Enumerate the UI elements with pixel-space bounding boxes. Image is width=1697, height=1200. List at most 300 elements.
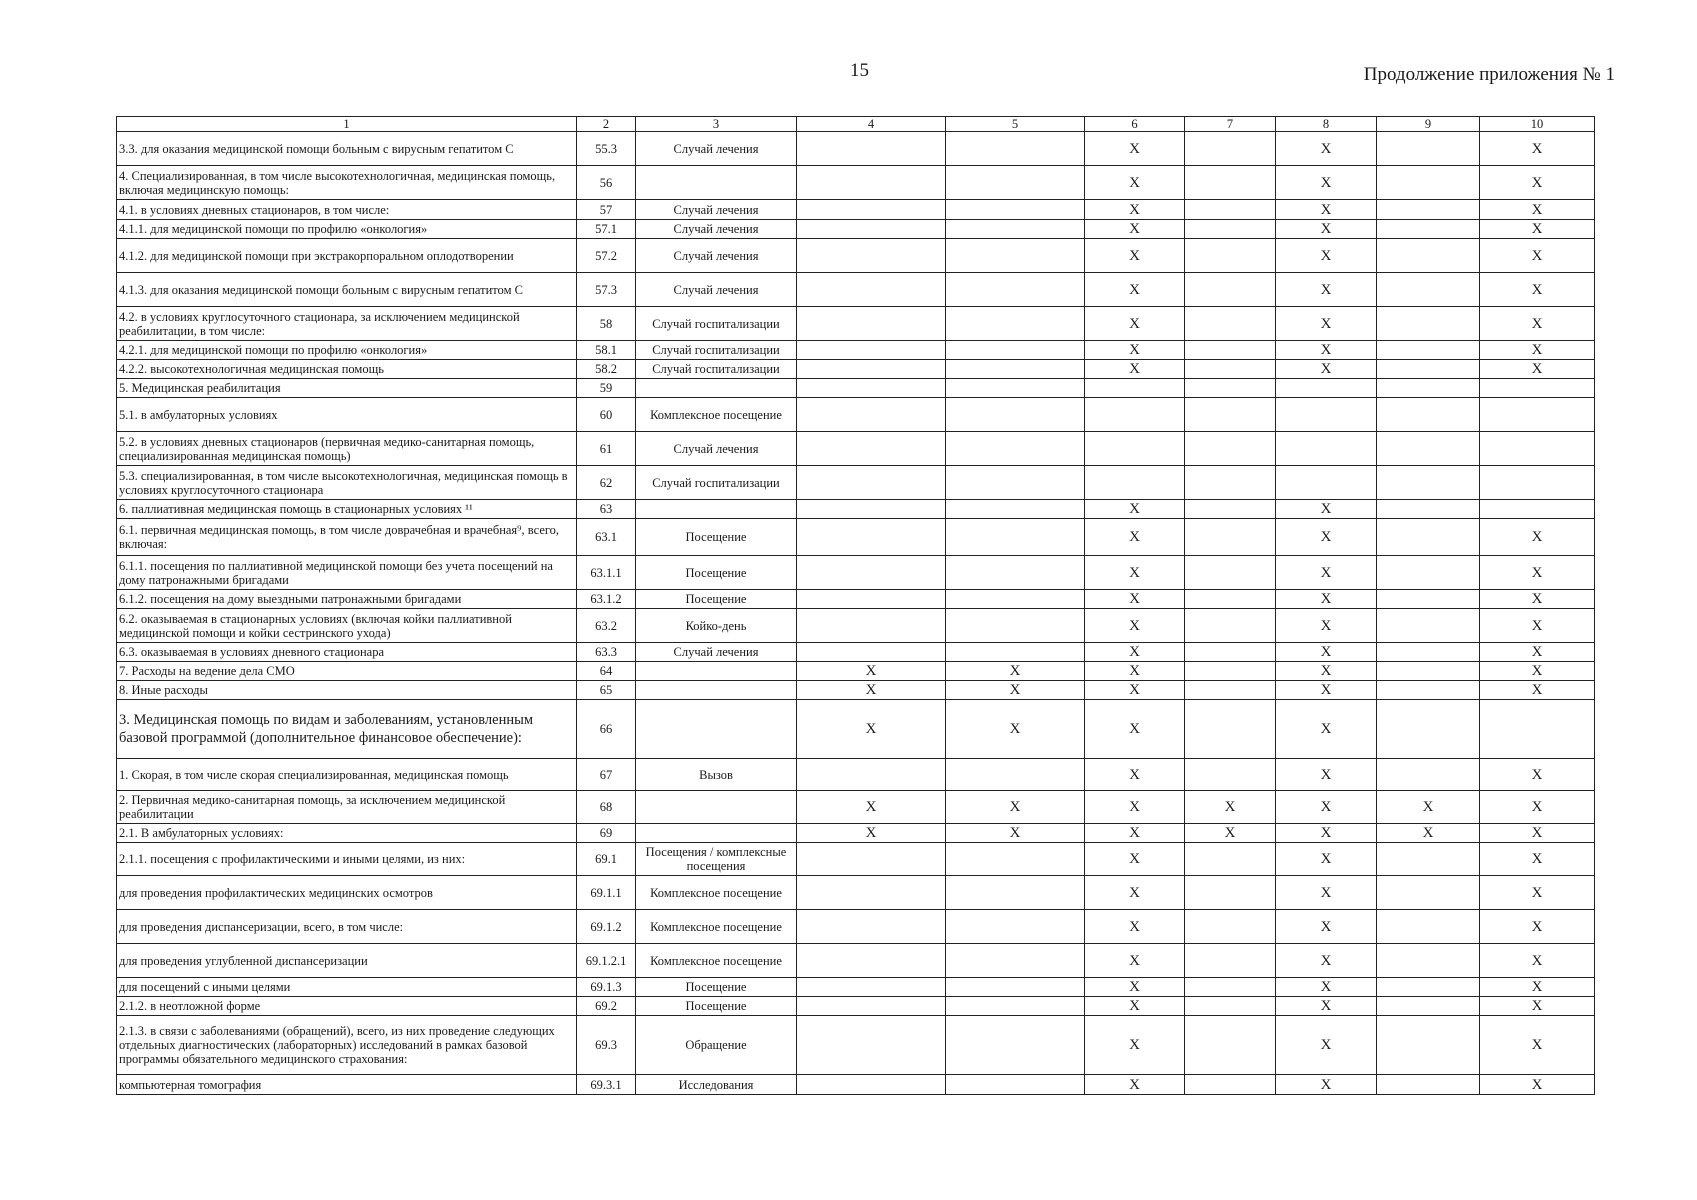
row-code: 57 [577,200,636,220]
cell-c7 [1185,910,1276,944]
table-row [117,556,1595,590]
row-code: 57.2 [577,239,636,273]
cell-c4 [797,519,946,556]
cell-c10: X [1480,824,1595,843]
cell-c5 [946,200,1085,220]
cell-c4 [797,379,946,398]
row-code: 67 [577,759,636,791]
row-unit: Обращение [636,1016,797,1075]
cell-c5 [946,220,1085,239]
cell-c7 [1185,466,1276,500]
cell-c7 [1185,273,1276,307]
cell-c5 [946,166,1085,200]
row-name: 4.2. в условиях круглосуточного стационара, за исключением медицинской реабилитации, в том числе: [117,307,577,341]
table-row [117,1016,1595,1075]
cell-c10: X [1480,132,1595,166]
row-name: 6. паллиативная медицинская помощь в стационарных условиях ¹¹ [117,500,577,519]
cell-c5 [946,643,1085,662]
cell-c5: X [946,824,1085,843]
row-code: 63 [577,500,636,519]
row-code: 62 [577,466,636,500]
row-name: 4.1.3. для оказания медицинской помощи больным с вирусным гепатитом С [117,273,577,307]
cell-c10: X [1480,1016,1595,1075]
row-unit: Случай госпитализации [636,341,797,360]
row-name: 5. Медицинская реабилитация [117,379,577,398]
cell-c9 [1377,273,1480,307]
row-unit: Посещение [636,978,797,997]
col-header: 8 [1276,117,1377,132]
table-row [117,466,1595,500]
cell-c10: X [1480,273,1595,307]
cell-c4 [797,341,946,360]
cell-c5: X [946,681,1085,700]
cell-c9 [1377,341,1480,360]
cell-c10 [1480,500,1595,519]
cell-c9 [1377,662,1480,681]
cell-c10 [1480,700,1595,759]
row-name: 3.3. для оказания медицинской помощи больным с вирусным гепатитом С [117,132,577,166]
table-row [117,239,1595,273]
cell-c6 [1085,466,1185,500]
row-name: 6.3. оказываемая в условиях дневного стационара [117,643,577,662]
cell-c8: X [1276,166,1377,200]
cell-c10 [1480,466,1595,500]
row-unit: Случай лечения [636,239,797,273]
cell-c6: X [1085,220,1185,239]
cell-c6 [1085,379,1185,398]
cell-c8: X [1276,500,1377,519]
cell-c4 [797,643,946,662]
row-unit: Случай госпитализации [636,307,797,341]
cell-c5 [946,590,1085,609]
cell-c10: X [1480,910,1595,944]
table-row [117,978,1595,997]
header-row [117,117,1595,132]
cell-c8 [1276,398,1377,432]
cell-c7 [1185,759,1276,791]
cell-c5 [946,759,1085,791]
cell-c8: X [1276,824,1377,843]
cell-c6: X [1085,700,1185,759]
cell-c4 [797,200,946,220]
row-unit: Случай лечения [636,643,797,662]
cell-c6: X [1085,662,1185,681]
cell-c10: X [1480,556,1595,590]
row-name: 2.1.3. в связи с заболеваниями (обращений), всего, из них проведение следующих отдельных диагностических (лабораторных) исследований в рамках базовой программы обязательного медицинского страхования: [117,1016,577,1075]
table-row [117,379,1595,398]
table-row [117,519,1595,556]
table-row [117,910,1595,944]
row-name: 5.2. в условиях дневных стационаров (первичная медико-санитарная помощь, специализированная медицинская помощь) [117,432,577,466]
row-code: 55.3 [577,132,636,166]
row-code: 63.3 [577,643,636,662]
cell-c8: X [1276,307,1377,341]
cell-c9 [1377,876,1480,910]
row-name: компьютерная томография [117,1075,577,1095]
cell-c10 [1480,379,1595,398]
cell-c5 [946,360,1085,379]
row-unit: Случай госпитализации [636,360,797,379]
cell-c7 [1185,379,1276,398]
cell-c10: X [1480,643,1595,662]
cell-c4 [797,910,946,944]
row-code: 69.1.2 [577,910,636,944]
cell-c8: X [1276,1075,1377,1095]
cell-c4 [797,220,946,239]
row-name: для проведения углубленной диспансеризации [117,944,577,978]
row-code: 58.2 [577,360,636,379]
table-row [117,200,1595,220]
cell-c6: X [1085,609,1185,643]
cell-c7 [1185,239,1276,273]
row-code: 69.1.3 [577,978,636,997]
row-code: 59 [577,379,636,398]
cell-c5 [946,341,1085,360]
row-name: 1. Скорая, в том числе скорая специализированная, медицинская помощь [117,759,577,791]
cell-c8: X [1276,239,1377,273]
cell-c10: X [1480,978,1595,997]
row-name: 8. Иные расходы [117,681,577,700]
row-code: 63.1.2 [577,590,636,609]
row-unit: Комплексное посещение [636,910,797,944]
cell-c10 [1480,398,1595,432]
cell-c5: X [946,662,1085,681]
row-unit: Случай лечения [636,432,797,466]
cell-c4 [797,609,946,643]
cell-c4 [797,556,946,590]
cell-c10: X [1480,200,1595,220]
table-row [117,273,1595,307]
cell-c5 [946,944,1085,978]
cell-c6: X [1085,341,1185,360]
cell-c9 [1377,681,1480,700]
cell-c4: X [797,791,946,824]
cell-c8: X [1276,910,1377,944]
cell-c6: X [1085,910,1185,944]
cell-c8: X [1276,843,1377,876]
row-unit: Посещение [636,997,797,1016]
continuation-header: Продолжение приложения № 1 [1363,64,1615,85]
cell-c6: X [1085,556,1185,590]
col-header: 9 [1377,117,1480,132]
cell-c4 [797,360,946,379]
cell-c8: X [1276,519,1377,556]
cell-c9 [1377,590,1480,609]
row-unit [636,500,797,519]
cell-c7 [1185,681,1276,700]
cell-c8 [1276,432,1377,466]
cell-c9 [1377,556,1480,590]
cell-c8: X [1276,220,1377,239]
cell-c6: X [1085,132,1185,166]
col-header: 4 [797,117,946,132]
cell-c10: X [1480,662,1595,681]
cell-c5: X [946,700,1085,759]
row-name: 5.3. специализированная, в том числе высокотехнологичная, медицинская помощь в условиях круглосуточного стационара [117,466,577,500]
row-name: 7. Расходы на ведение дела СМО [117,662,577,681]
cell-c4 [797,307,946,341]
row-name: 6.1. первичная медицинская помощь, в том числе доврачебная и врачебная⁹, всего, включая: [117,519,577,556]
row-code: 57.1 [577,220,636,239]
cell-c8: X [1276,944,1377,978]
cell-c5 [946,307,1085,341]
cell-c9 [1377,609,1480,643]
cell-c4 [797,590,946,609]
cell-c5 [946,273,1085,307]
cell-c6: X [1085,843,1185,876]
cell-c7 [1185,398,1276,432]
cell-c8: X [1276,556,1377,590]
row-code: 63.1 [577,519,636,556]
cell-c7 [1185,166,1276,200]
cell-c7 [1185,944,1276,978]
cell-c10: X [1480,609,1595,643]
cell-c8: X [1276,643,1377,662]
row-unit: Комплексное посещение [636,876,797,910]
col-header: 3 [636,117,797,132]
cell-c9 [1377,132,1480,166]
cell-c7 [1185,360,1276,379]
cell-c8: X [1276,791,1377,824]
cell-c5 [946,519,1085,556]
cell-c7 [1185,700,1276,759]
row-name: 6.1.1. посещения по паллиативной медицинской помощи без учета посещений на дому патронажными бригадами [117,556,577,590]
cell-c6: X [1085,944,1185,978]
cell-c8: X [1276,609,1377,643]
row-unit [636,681,797,700]
cell-c6: X [1085,500,1185,519]
cell-c9 [1377,466,1480,500]
row-name: 6.2. оказываемая в стационарных условиях (включая койки паллиативной медицинской помощи и койки сестринского ухода) [117,609,577,643]
row-unit [636,700,797,759]
cell-c5 [946,556,1085,590]
cell-c7 [1185,341,1276,360]
cell-c9 [1377,997,1480,1016]
row-unit: Случай лечения [636,132,797,166]
cell-c4 [797,466,946,500]
row-name: 4.2.1. для медицинской помощи по профилю «онкология» [117,341,577,360]
row-code: 66 [577,700,636,759]
row-unit: Случай лечения [636,200,797,220]
cell-c4 [797,500,946,519]
cell-c9: X [1377,791,1480,824]
row-unit [636,166,797,200]
row-code: 69.2 [577,997,636,1016]
row-code: 58.1 [577,341,636,360]
cell-c8: X [1276,132,1377,166]
cell-c8 [1276,466,1377,500]
cell-c6: X [1085,978,1185,997]
cell-c7 [1185,643,1276,662]
row-name: 4.1.1. для медицинской помощи по профилю «онкология» [117,220,577,239]
row-unit [636,791,797,824]
cell-c10: X [1480,843,1595,876]
cell-c10: X [1480,307,1595,341]
cell-c7: X [1185,824,1276,843]
cell-c7 [1185,432,1276,466]
table-row [117,432,1595,466]
table-row [117,166,1595,200]
cell-c10: X [1480,220,1595,239]
cell-c4 [797,398,946,432]
cell-c7 [1185,590,1276,609]
cell-c6: X [1085,876,1185,910]
row-name: 4.2.2. высокотехнологичная медицинская помощь [117,360,577,379]
row-unit: Посещение [636,519,797,556]
cell-c5 [946,379,1085,398]
cell-c5: X [946,791,1085,824]
cell-c4: X [797,681,946,700]
row-code: 69.3.1 [577,1075,636,1095]
table-row [117,944,1595,978]
cell-c7 [1185,843,1276,876]
cell-c10: X [1480,1075,1595,1095]
cell-c6: X [1085,643,1185,662]
table-row [117,681,1595,700]
row-name: для проведения профилактических медицинских осмотров [117,876,577,910]
cell-c8: X [1276,1016,1377,1075]
row-name: 2.1.1. посещения с профилактическими и иными целями, из них: [117,843,577,876]
row-unit: Комплексное посещение [636,944,797,978]
cell-c4: X [797,662,946,681]
cell-c6: X [1085,681,1185,700]
row-code: 69.1 [577,843,636,876]
cell-c6: X [1085,166,1185,200]
cell-c9 [1377,307,1480,341]
cell-c5 [946,876,1085,910]
cell-c7 [1185,609,1276,643]
row-name: 4.1. в условиях дневных стационаров, в том числе: [117,200,577,220]
cell-c5 [946,609,1085,643]
row-code: 64 [577,662,636,681]
cell-c7 [1185,519,1276,556]
cell-c6: X [1085,200,1185,220]
col-header: 10 [1480,117,1595,132]
cell-c10: X [1480,997,1595,1016]
table-row [117,132,1595,166]
row-name: 2.1.2. в неотложной форме [117,997,577,1016]
row-unit [636,662,797,681]
row-unit: Посещение [636,590,797,609]
cell-c8: X [1276,681,1377,700]
cell-c4 [797,132,946,166]
table-row [117,307,1595,341]
row-unit: Случай лечения [636,220,797,239]
cell-c9 [1377,398,1480,432]
cell-c9 [1377,978,1480,997]
cell-c10: X [1480,166,1595,200]
table-row [117,876,1595,910]
cell-c5 [946,997,1085,1016]
cell-c8: X [1276,590,1377,609]
row-unit: Случай госпитализации [636,466,797,500]
row-name: 5.1. в амбулаторных условиях [117,398,577,432]
table-row [117,220,1595,239]
row-unit: Посещения / комплексные посещения [636,843,797,876]
cell-c9: X [1377,824,1480,843]
table-row [117,700,1595,759]
table-row [117,824,1595,843]
cell-c5 [946,432,1085,466]
row-name: для посещений с иными целями [117,978,577,997]
cell-c6: X [1085,360,1185,379]
cell-c4 [797,876,946,910]
table-row [117,997,1595,1016]
row-unit: Вызов [636,759,797,791]
row-code: 69.3 [577,1016,636,1075]
cell-c8: X [1276,978,1377,997]
cell-c8: X [1276,997,1377,1016]
cell-c6 [1085,398,1185,432]
cell-c8: X [1276,662,1377,681]
cell-c9 [1377,843,1480,876]
row-unit [636,824,797,843]
row-unit: Посещение [636,556,797,590]
page-number: 15 [850,60,869,81]
cell-c6: X [1085,307,1185,341]
cell-c7 [1185,500,1276,519]
table-row [117,341,1595,360]
row-code: 69.1.2.1 [577,944,636,978]
cell-c9 [1377,360,1480,379]
row-name: 2.1. В амбулаторных условиях: [117,824,577,843]
cell-c4 [797,759,946,791]
cell-c9 [1377,200,1480,220]
cell-c7 [1185,997,1276,1016]
cell-c6: X [1085,791,1185,824]
cell-c7 [1185,1016,1276,1075]
cell-c5 [946,132,1085,166]
table-row [117,643,1595,662]
cell-c6: X [1085,519,1185,556]
cell-c5 [946,1075,1085,1095]
cell-c5 [946,843,1085,876]
cell-c9 [1377,432,1480,466]
cell-c10: X [1480,360,1595,379]
cell-c10: X [1480,791,1595,824]
row-code: 65 [577,681,636,700]
row-code: 57.3 [577,273,636,307]
cell-c5 [946,500,1085,519]
cell-c6 [1085,432,1185,466]
table-row [117,843,1595,876]
cell-c4: X [797,824,946,843]
table-row [117,1075,1595,1095]
cell-c10: X [1480,681,1595,700]
cell-c6: X [1085,1016,1185,1075]
cell-c9 [1377,500,1480,519]
cell-c4 [797,1016,946,1075]
cell-c6: X [1085,997,1185,1016]
cell-c6: X [1085,759,1185,791]
cell-c9 [1377,1016,1480,1075]
cell-c10: X [1480,876,1595,910]
cell-c9 [1377,944,1480,978]
row-code: 63.2 [577,609,636,643]
cell-c10: X [1480,519,1595,556]
cell-c10 [1480,432,1595,466]
row-name: 3. Медицинская помощь по видам и заболеваниям, установленным базовой программой (дополнительное финансовое обеспечение): [117,700,577,759]
cell-c8: X [1276,759,1377,791]
table-row [117,398,1595,432]
cell-c6: X [1085,239,1185,273]
cell-c8: X [1276,341,1377,360]
row-unit [636,379,797,398]
row-code: 69 [577,824,636,843]
table-row [117,759,1595,791]
row-name: для проведения диспансеризации, всего, в том числе: [117,910,577,944]
cell-c6: X [1085,590,1185,609]
